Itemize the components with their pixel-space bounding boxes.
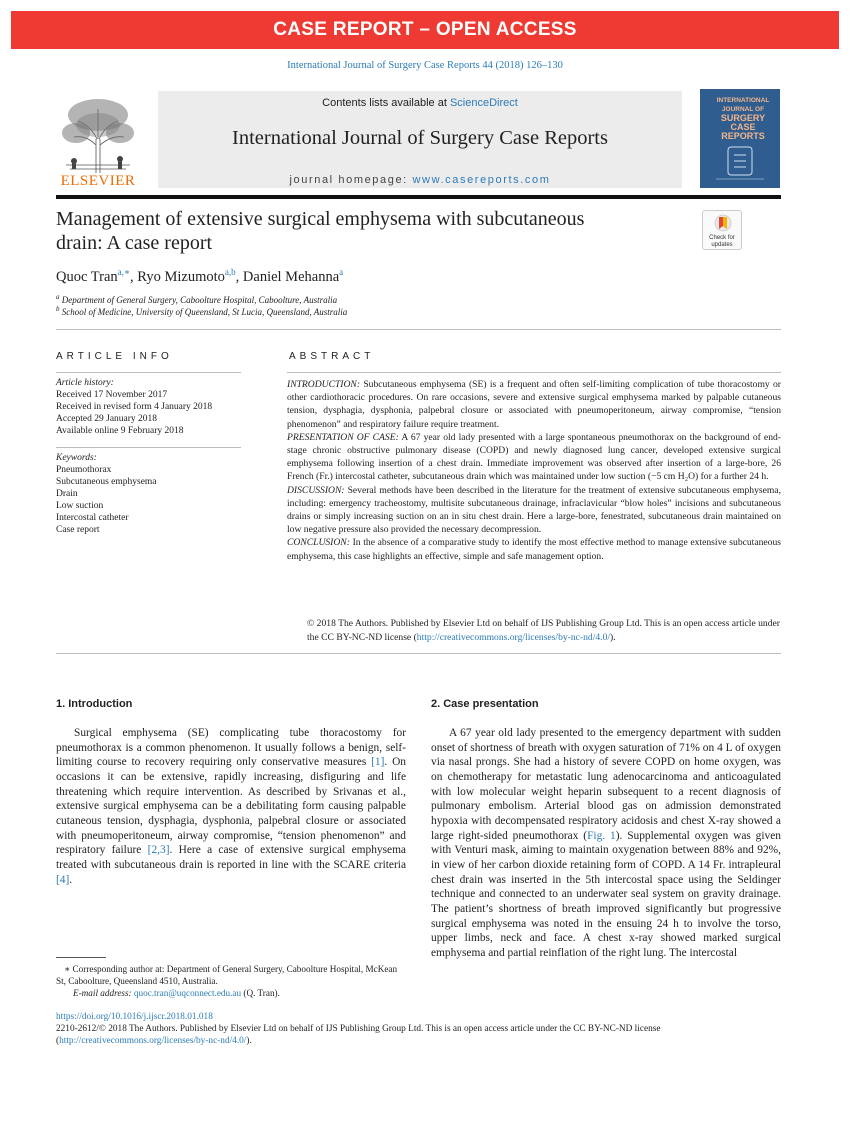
keywords-rule: [56, 447, 241, 448]
footnote-star: ∗: [64, 964, 71, 974]
footer-license-end: ).: [246, 1036, 252, 1046]
email-suffix: (Q. Tran).: [241, 988, 280, 998]
reference-link[interactable]: [2,3]: [147, 844, 170, 857]
author-name[interactable]: Ryo Mizumoto: [137, 268, 225, 285]
article-title: [56, 207, 666, 255]
author-sup[interactable]: a: [339, 267, 344, 277]
abstract-label: CONCLUSION:: [287, 537, 350, 549]
journal-homepage: [158, 174, 682, 186]
journal-citation-link[interactable]: International Journal of Surgery Case Reports 44 (2018) 126–130: [287, 60, 563, 71]
section-heading-introduction: 1. Introduction: [56, 698, 133, 710]
abstract-conclusion: [287, 536, 781, 562]
cover-line-5: REPORTS: [721, 131, 765, 141]
abstract-bottom-rule: [56, 653, 781, 654]
history-item: Received 17 November 2017: [56, 390, 168, 400]
affiliation-sup: b: [56, 305, 60, 313]
cover-line-2: JOURNAL OF: [721, 106, 765, 113]
history-heading: Article history:: [56, 378, 114, 388]
section-heading-case-presentation: 2. Case presentation: [431, 698, 539, 710]
affiliation-b: [56, 305, 656, 317]
article-history: [56, 377, 241, 437]
elsevier-wordmark: ELSEVIER: [60, 173, 136, 189]
contents-prefix: Contents lists available at: [322, 97, 450, 109]
journal-cover-image[interactable]: [700, 89, 780, 188]
open-access-banner: CASE REPORT – OPEN ACCESS: [11, 11, 839, 49]
author-name[interactable]: Quoc Tran: [56, 268, 118, 285]
footnote-text: Corresponding author at: Department of General Surgery, Caboolture Hospital, McKean St, Caboolture, Queensland 4510, Australia.: [56, 964, 398, 986]
sciencedirect-link[interactable]: ScienceDirect: [449, 97, 518, 109]
cover-line-4: CASE: [730, 122, 756, 132]
intro-text: Surgical emphysema (SE) complicating tube thoracostomy for pneumothorax is a common phenomenon. It usually follows a benign, self-limiting course to recovery requiring only conservative measures: [56, 727, 406, 769]
affiliation-text: Department of General Surgery, Caboolture Hospital, Caboolture, Australia: [61, 295, 338, 305]
case-text: ). Supplemental oxygen was given with Venturi mask, aiming to maintain oxygenation between 88% and 92%, in view of her carbon dioxide retaining form of COPD. A 14 Fr. intrapleural chest drain was inserted in the 5th intercostal space using the Seldinger technique and connected to an underwater seal system on gravity drainage. The patient’s shortness of breath improved significantly but progressive surgical emphysema was noted in the ensuing 24 h to involve the torso, upper limbs, neck and face. A chest x-ray showed marked surgical emphysema and partial reinflation of the right lung. The intercostal: [431, 829, 781, 959]
article-info-rule: [56, 372, 241, 373]
abstract-text: Subcutaneous emphysema (SE) is a frequent and often self-limiting complication of tube thoracostomy or other cardiothoracic procedures. On rare occasions, severe and extensive surgical emphysema marked by palpable cutaneous tension, dysphagia, dysphonia, palpebral closure or associated with pneumoperitoneum, airway compromise, “tension phenomenon” and respiratory failure require treatment.: [287, 379, 781, 430]
corresponding-author-footnote: [56, 963, 408, 999]
keyword: Subcutaneous emphysema: [56, 477, 157, 487]
email-label: E-mail address:: [73, 988, 132, 998]
footer-license-link[interactable]: http://creativecommons.org/licenses/by-nc-nd/4.0/: [59, 1036, 247, 1046]
affiliation-text: School of Medicine, University of Queensland, St Lucia, Queensland, Australia: [61, 307, 348, 317]
intro-text: . Here a case of extensive surgical emphysema treated with subcutaneous drain is reported in line with the SCARE criteria: [56, 844, 406, 871]
abstract-discussion: [287, 484, 781, 537]
author-sup[interactable]: a,b: [224, 267, 236, 277]
cover-emblem-icon: [714, 145, 766, 183]
author-list: Quoc Tran$^{a,∗}$, Ryo Mizumoto$^{a,b}$, Daniel Mehanna$^a$: [56, 267, 344, 285]
keywords-heading: Keywords:: [56, 453, 97, 463]
keyword: Intercostal catheter: [56, 513, 129, 523]
title-line-1: Management of extensive surgical emphysema with subcutaneous: [56, 208, 585, 230]
article-info-heading: ARTICLE INFO: [56, 351, 173, 362]
abstract-text: Several methods have been described in the literature for the treatment of extensive subcutaneous emphysema, including: emergency tracheostomy, multisite subcutaneous drainage, infraclavicular “blow holes” incisions and subcutaneous drains or simply increasing suction on an in situ chest drain. Here a large-bore, fenestrated, subcutaneous drain maintained on low negative pressure also provided the necessary decompression.: [287, 484, 781, 536]
intro-text: . On occasions it can be extensive, rapidly increasing, disfiguring and life threatening which require intervention. As described by Srivanas et al., extensive surgical emphysema can be a debilitating form causing palpable cutaneous tension, dysphagia, dysphonia, palpebral closure or associated with pneumoperitoneum, airway compromise, “tension phenomenon” and respiratory failure: [56, 756, 406, 857]
abstract-label: PRESENTATION OF CASE:: [287, 431, 399, 443]
affiliation-a: [56, 293, 656, 305]
license-link[interactable]: http://creativecommons.org/licenses/by-nc-nd/4.0/: [416, 631, 611, 643]
cover-line-3: SURGERY: [720, 113, 766, 123]
homepage-prefix: journal homepage:: [289, 174, 413, 186]
license-footer: [56, 1023, 781, 1047]
homepage-link[interactable]: www.casereports.com: [412, 174, 551, 186]
check-line-2: updates: [711, 242, 733, 248]
introduction-paragraph: [56, 726, 406, 887]
abstract-label: INTRODUCTION:: [287, 379, 361, 390]
keyword: Drain: [56, 489, 78, 499]
author-name[interactable]: Daniel Mehanna: [242, 268, 340, 285]
history-item: Received in revised form 4 January 2018: [56, 402, 213, 412]
keyword: Pneumothorax: [56, 465, 112, 475]
keyword: Low suction: [56, 501, 104, 511]
affiliation-sup: a: [56, 293, 60, 301]
figure-link[interactable]: Fig. 1: [587, 829, 616, 842]
case-presentation-paragraph: [431, 726, 781, 961]
abstract-text: In the absence of a comparative study to identify the most effective method to manage extensive subcutaneous emphysema, this case highlights an effective, simple and safe management option.: [287, 537, 781, 562]
header-rule: [56, 195, 781, 199]
check-line-1: Check for: [709, 235, 735, 241]
copyright-end: ).: [610, 631, 616, 643]
bookmark-icon: [714, 214, 732, 234]
doi-line: [56, 1011, 781, 1023]
reference-link[interactable]: [4]: [56, 873, 70, 886]
abstract-rule: [287, 372, 781, 373]
doi-link[interactable]: https://doi.org/10.1016/j.ijscr.2018.01.018: [56, 1012, 213, 1022]
reference-link[interactable]: [1]: [371, 756, 385, 769]
abstract-text: A 67 year old lady presented with a large spontaneous pneumothorax on the background of end-stage chronic obstructive pulmonary disease (COPD) and newly diagnosed lung cancer, developed extensive surgical emphysema following insertion of a chest drain. Immediate improvement was observed after insertion of a large-bore, 26 French (Fr.) intercostal catheter, subcutaneous drain which was maintained under low suction (−5 cm H₂O) for a further 24 h.: [287, 431, 781, 483]
case-text: A 67 year old lady presented to the emergency department with sudden onset of shortness of breath with oxygen saturation of 71% on 4 L of oxygen via nasal prongs. She had a history of severe COPD on home oxygen, was on chemotherapy for metastatic lung adenocarcinoma and anticoagulated with low molecular weight heparin subsequent to a recent diagnosis of pulmonary embolism. Arterial blood gas on admission demonstrated hypoxia with decompensated respiratory acidosis and chest X-ray showed a large right-sided pneumothorax (: [431, 727, 781, 842]
check-for-updates-button[interactable]: [702, 210, 742, 250]
abstract-presentation: [287, 431, 781, 484]
author-sup[interactable]: a,∗: [117, 267, 131, 277]
copyright-text: © 2018 The Authors. Published by Elsevier Ltd on behalf of IJS Publishing Group Ltd. This is an open access article under the CC BY-NC-ND license (: [307, 618, 780, 643]
history-item: Accepted 29 January 2018: [56, 414, 158, 424]
abstract-label: DISCUSSION:: [287, 484, 345, 496]
abstract-copyright: [307, 617, 781, 644]
title-line-2: drain: A case report: [56, 232, 213, 254]
footnote-rule: [56, 957, 106, 958]
abstract-heading: ABSTRACT: [289, 351, 375, 362]
abstract-introduction: [287, 378, 781, 431]
section-divider: [56, 329, 781, 330]
footer-license-text: 2210-2612/© 2018 The Authors. Published by Elsevier Ltd on behalf of IJS Publishing Group Ltd. This is an open access article under the CC BY-NC-ND license (: [56, 1024, 661, 1046]
history-item: Available online 9 February 2018: [56, 426, 184, 436]
email-link[interactable]: quoc.tran@uqconnect.edu.au: [133, 988, 242, 998]
keyword: Case report: [56, 525, 100, 535]
intro-text: .: [69, 873, 73, 886]
contents-line: [158, 97, 682, 109]
journal-title: International Journal of Surgery Case Reports: [232, 127, 608, 149]
abstract-body: [287, 378, 781, 563]
keywords-list: [56, 452, 241, 536]
cover-line-1: INTERNATIONAL: [716, 97, 770, 104]
